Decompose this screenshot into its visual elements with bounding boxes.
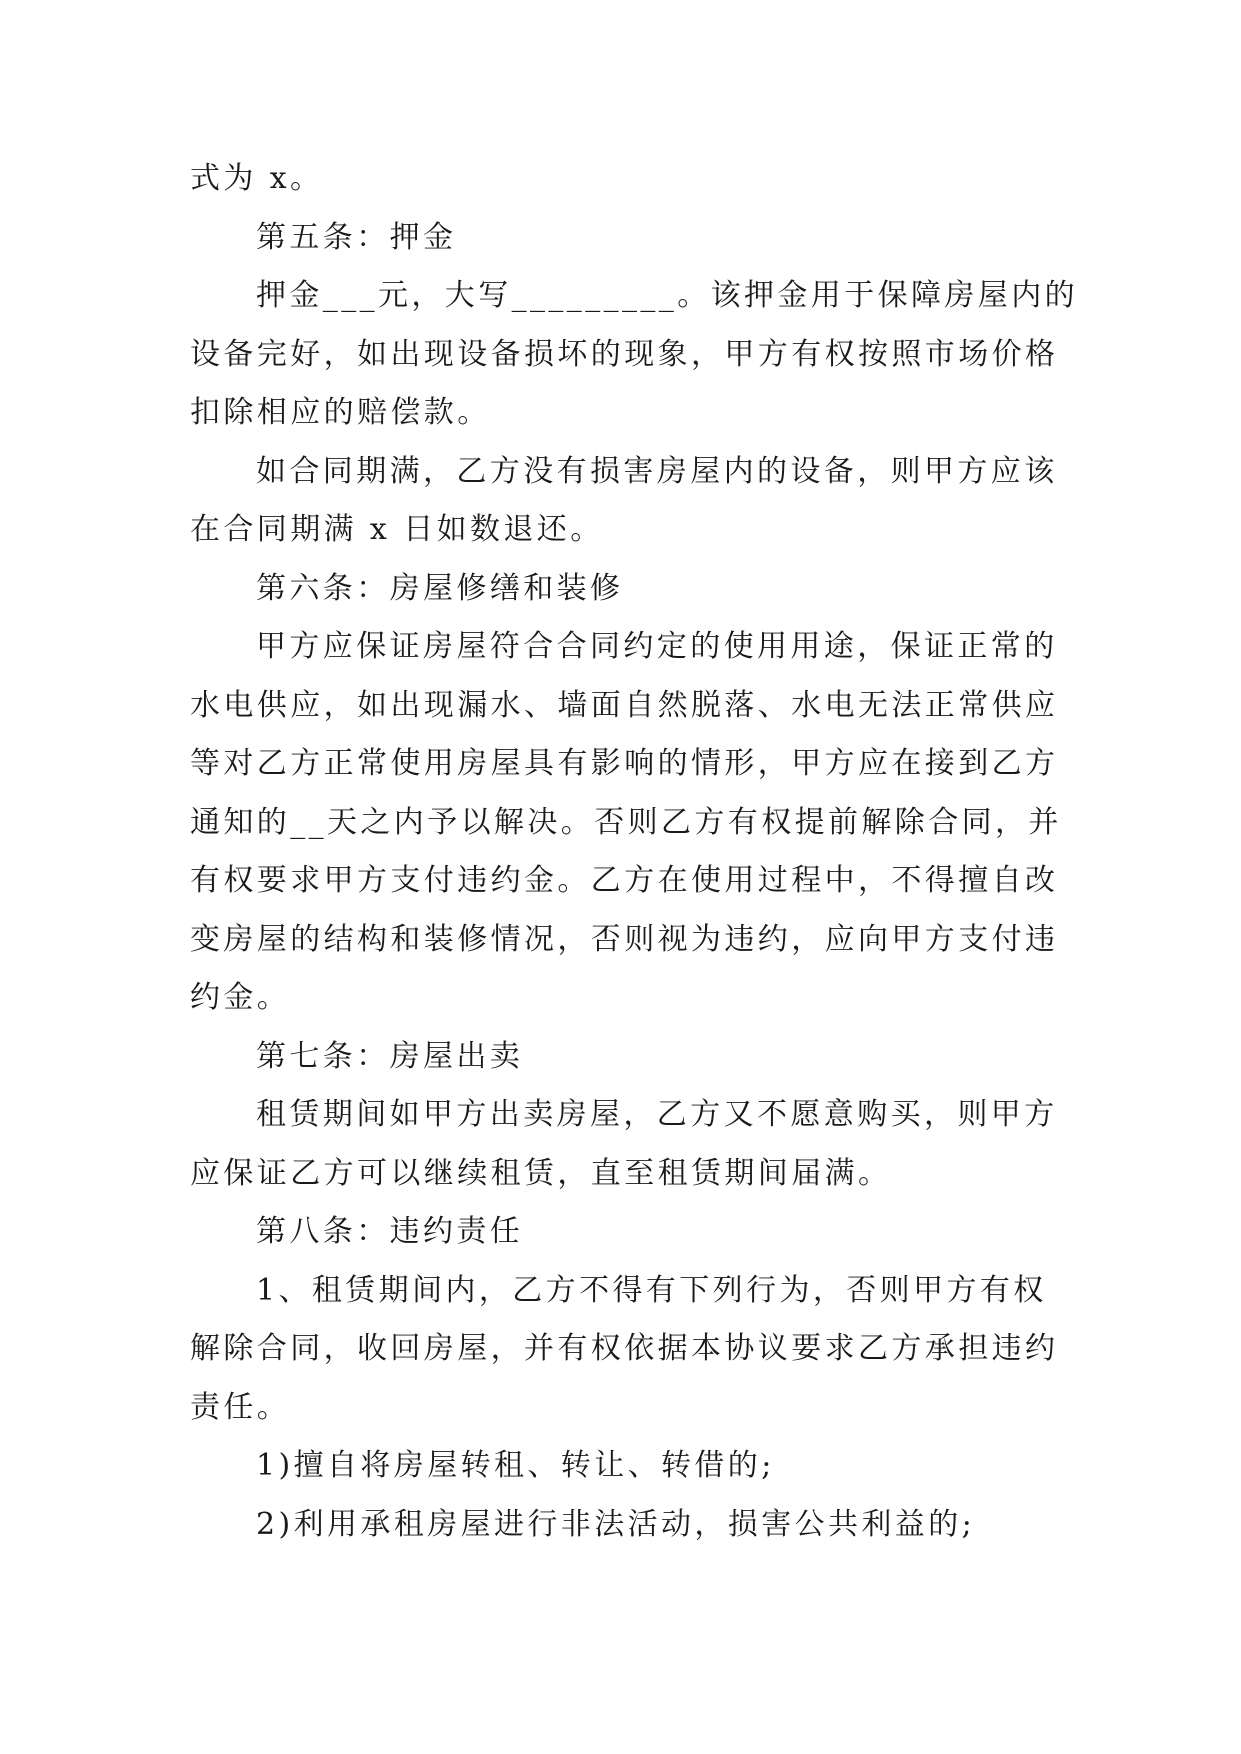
text-line: 等对乙方正常使用房屋具有影响的情形，甲方应在接到乙方 xyxy=(190,746,1059,781)
text-line: 租赁期间如甲方出卖房屋，乙方又不愿意购买，则甲方 xyxy=(256,1097,1058,1132)
list-item: 1)擅自将房屋转租、转让、转借的; xyxy=(256,1448,775,1483)
text-line: 甲方应保证房屋符合合同约定的使用用途，保证正常的 xyxy=(256,629,1058,664)
article-8-heading: 第八条：违约责任 xyxy=(256,1214,524,1249)
article-6-heading: 第六条：房屋修缮和装修 xyxy=(256,570,624,606)
list-item: 2)利用承租房屋进行非法活动，损害公共利益的; xyxy=(256,1506,976,1542)
document-body xyxy=(190,150,1078,1554)
text-line: 责任。 xyxy=(190,1389,291,1425)
text-line: 扣除相应的赔偿款。 xyxy=(190,395,491,430)
text-line: 通知的__天之内予以解决。否则乙方有权提前解除合同，并 xyxy=(190,804,1062,840)
text-line: 有权要求甲方支付违约金。乙方在使用过程中，不得擅自改 xyxy=(190,863,1059,898)
article-7-heading: 第七条：房屋出卖 xyxy=(256,1038,524,1074)
article-5-heading: 第五条：押金 xyxy=(256,219,457,255)
text-line: 1、租赁期间内，乙方不得有下列行为，否则甲方有权 xyxy=(256,1272,1047,1308)
text-line: 约金。 xyxy=(190,980,291,1015)
text-line: 设备完好，如出现设备损坏的现象，甲方有权按照市场价格 xyxy=(190,336,1059,372)
text-line: 如合同期满，乙方没有损害房屋内的设备，则甲方应该 xyxy=(256,453,1058,489)
text-line: 变房屋的结构和装修情况，否则视为违约，应向甲方支付违 xyxy=(190,921,1059,957)
text-line: 式为 x。 xyxy=(190,161,324,196)
text-line: 解除合同，收回房屋，并有权依据本协议要求乙方承担违约 xyxy=(190,1331,1059,1366)
text-line: 应保证乙方可以继续租赁，直至租赁期间届满。 xyxy=(190,1155,892,1191)
text-line: 水电供应，如出现漏水、墙面自然脱落、水电无法正常供应 xyxy=(190,687,1059,723)
text-line: 在合同期满 x 日如数退还。 xyxy=(190,512,604,547)
text-line: 押金___元，大写_________。该押金用于保障房屋内的 xyxy=(256,278,1078,313)
